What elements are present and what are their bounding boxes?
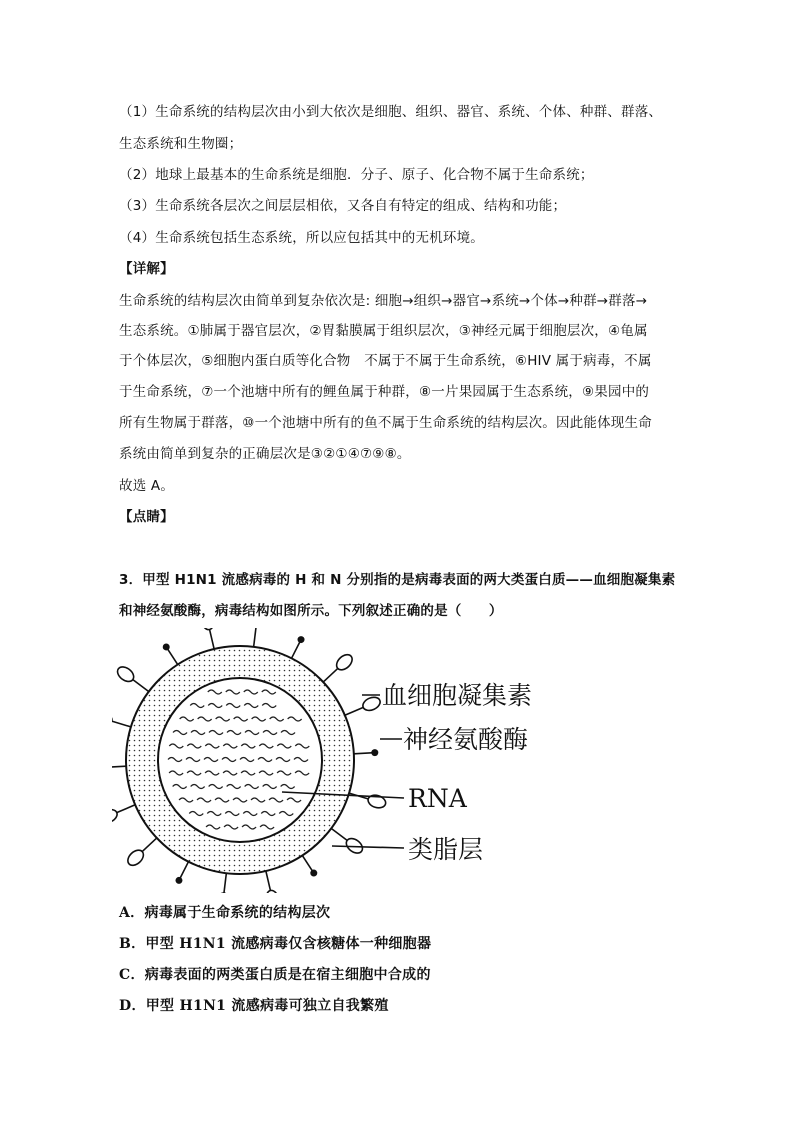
option-c[interactable]: C．病毒表面的两类蛋白质是在宿主细胞中合成的 xyxy=(119,967,431,983)
spike-stem xyxy=(112,721,131,727)
option-d[interactable]: D．甲型 H1N1 流感病毒可独立自我繁殖 xyxy=(119,998,389,1014)
hemagglutinin-knob xyxy=(175,877,182,884)
spike-stem xyxy=(331,828,349,841)
note-line: （1）生命系统的结构层次由小到大依次是细胞、组织、器官、系统、个体、种群、群落、 xyxy=(119,104,663,120)
neuraminidase-head xyxy=(200,628,216,631)
hemagglutinin-knob xyxy=(310,870,317,877)
option-a[interactable]: A．病毒属于生命系统的结构层次 xyxy=(119,905,331,921)
spike-stem xyxy=(115,805,135,814)
detail-line: 于生命系统，⑦一个池塘中所有的鲤鱼属于种群，⑧一片果园属于生态系统，⑨果园中的 xyxy=(119,384,650,400)
neuraminidase-head xyxy=(115,664,137,684)
spike-stem xyxy=(323,667,339,682)
spike-stem xyxy=(224,873,227,893)
label-rna: RNA xyxy=(408,784,467,813)
hemagglutinin-knob xyxy=(163,643,170,650)
option-b[interactable]: B．甲型 H1N1 流感病毒仅含核糖体一种细胞器 xyxy=(119,936,432,952)
label-hemagglutinin: 血细胞凝集素 xyxy=(382,681,533,710)
detail-line: 生态系统。①肺属于器官层次，②胃黏膜属于组织层次，③神经元属于细胞层次，④龟属 xyxy=(119,323,648,339)
note-line: （2）地球上最基本的生命系统是细胞．分子、原子、化合物不属于生命系统； xyxy=(119,167,594,183)
note-line: （3）生命系统各层次之间层层相依，又各自有特定的组成、结构和功能； xyxy=(119,198,567,214)
note-line: 生态系统和生物圈； xyxy=(119,136,243,152)
spike-stem xyxy=(141,838,157,853)
detail-line: 系统由简单到复杂的正确层次是③②①④⑦⑨⑧。 xyxy=(119,446,411,462)
neuraminidase-head xyxy=(361,695,382,713)
neuraminidase-head xyxy=(265,889,281,893)
label-neuraminidase: 神经氨酸酶 xyxy=(403,725,529,754)
detail-line: 生命系统的结构层次由简单到复杂依次是: 细胞→组织→器官→系统→个体→种群→群落→ xyxy=(119,293,648,309)
question-line: 3．甲型 H1N1 流感病毒的 H 和 N 分别指的是病毒表面的两大类蛋白质——血细胞凝集素 xyxy=(119,572,676,588)
detail-line: 于个体层次，⑤细胞内蛋白质等化合物 不属于不属于生命系统，⑥HIV 属于病毒，不属 xyxy=(119,353,652,369)
hemagglutinin-knob xyxy=(371,749,378,756)
neuraminidase-head xyxy=(112,807,119,825)
neuraminidase-head xyxy=(216,892,230,893)
comment-heading: 【点睛】 xyxy=(119,509,174,525)
spike-stem xyxy=(345,707,365,716)
spike-stem xyxy=(302,855,312,870)
detail-line: 所有生物属于群落，⑩一个池塘中所有的鱼不属于生命系统的结构层次。因此能体现生命 xyxy=(119,415,652,431)
spike-stem xyxy=(292,642,300,658)
spike-stem xyxy=(112,766,126,767)
spike-stem xyxy=(354,753,372,754)
neuraminidase-head xyxy=(112,710,114,727)
spike-stem xyxy=(266,871,271,892)
note-line: （4）生命系统包括生态系统，所以应包括其中的无机环境。 xyxy=(119,230,484,246)
spike-stem xyxy=(180,862,188,878)
spike-stem xyxy=(168,649,178,664)
spike-stem xyxy=(209,628,214,649)
hemagglutinin-knob xyxy=(298,636,305,643)
spike-stem xyxy=(254,628,257,647)
answer-line: 故选 A。 xyxy=(119,478,175,494)
label-lipid-layer: 类脂层 xyxy=(408,835,484,864)
virus-core xyxy=(158,678,322,842)
virus-structure-diagram xyxy=(112,628,572,893)
spike-stem xyxy=(131,678,149,691)
detail-heading: 【详解】 xyxy=(119,261,174,277)
question-line: 和神经氨酸酶，病毒结构如图所示。下列叙述正确的是（ ） xyxy=(119,603,503,619)
